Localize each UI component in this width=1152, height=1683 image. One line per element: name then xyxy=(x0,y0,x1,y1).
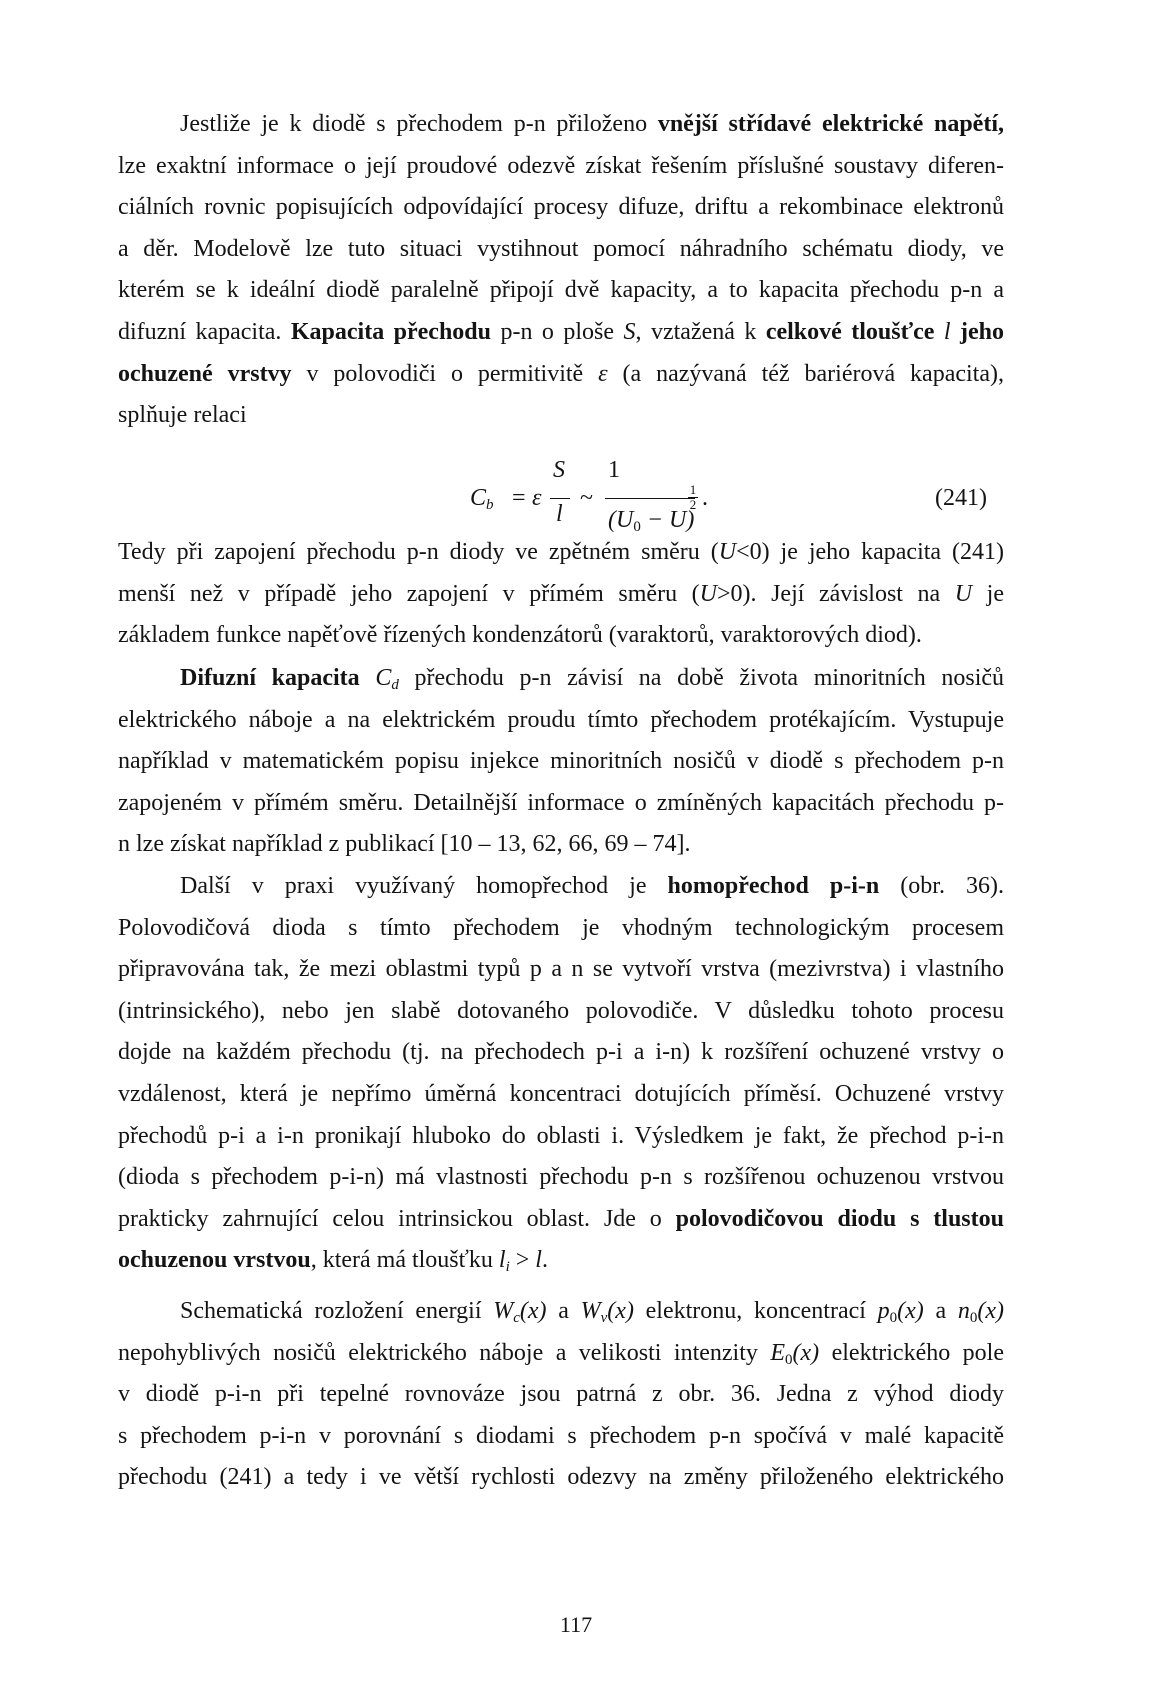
text-line: zapojeném v přímém směru. Detailnější informace o zmíněných kapacitách přechodu p- xyxy=(118,789,1004,816)
text-line: ciálních rovnic popisujících odpovídající procesy difuze, driftu a rekombinace elektronů xyxy=(118,194,1004,221)
paragraph-2 xyxy=(118,532,1004,657)
paragraph-4 xyxy=(118,866,1004,1282)
paragraph-5 xyxy=(118,1291,1004,1499)
equation-number: (241) xyxy=(935,485,987,511)
eq-denominator: $(U_0 - U)$ xyxy=(608,507,695,535)
text-line: n lze získat například z publikací [10 – 13, 62, 66, 69 – 74]. xyxy=(118,831,691,858)
paragraph-1 xyxy=(118,104,1004,437)
text-line: základem funkce napěťově řízených kondenzátorů (varaktorů, varaktorových diod). xyxy=(118,622,922,649)
eq-denominator-l: l xyxy=(556,501,563,527)
eq-epsilon: ε xyxy=(532,485,542,511)
text-line: (intrinsického), nebo jen slabě dotovaného polovodiče. V důsledku tohoto procesu xyxy=(118,997,1004,1024)
text-line: elektrického náboje a na elektrickém proudu tímto přechodem protékajícím. Vystupuje xyxy=(118,706,1004,733)
text-line: přechodu (241) a tedy i ve větší rychlosti odezvy na změny přiloženého elektrického xyxy=(118,1464,1004,1491)
text-line: nepohyblivých nosičů elektrického náboje a velikosti intenzity $E_0(x)$ elektrického pole xyxy=(118,1339,1004,1368)
eq-equals: = xyxy=(512,485,526,511)
text-line: například v matematickém popisu injekce minoritních nosičů v diodě s přechodem p-n xyxy=(118,748,1004,775)
fraction-bar xyxy=(550,498,570,499)
text-line: v diodě p-i-n při tepelné rovnováze jsou patrná z obr. 36. Jedna z výhod diody xyxy=(118,1381,1004,1408)
text-line: prakticky zahrnující celou intrinsickou oblast. Jde o polovodičovou diodu s tlustou xyxy=(118,1205,1004,1232)
text-line: Schematická rozložení energií $W_c(x)$ a $W_v(x)$ elektronu, koncentrací $p_0(x)$ a $n_0(x)$ xyxy=(180,1298,1004,1326)
text-line: difuzní kapacita. Kapacita přechodu p-n o ploše S, vztažená k celkové tloušťce l jeho xyxy=(118,318,1005,345)
page-number: 117 xyxy=(559,1612,593,1637)
text-line: kterém se k ideální diodě paralelně připojí dvě kapacity, a to kapacita přechodu p-n a xyxy=(118,277,1004,304)
text-line: vzdálenost, která je nepřímo úměrná koncentraci dotujících příměsí. Ochuzené vrstvy xyxy=(118,1080,1004,1107)
text-line: (dioda s přechodem p-i-n) má vlastnosti přechodu p-n s rozšířenou ochuzenou vrstvou xyxy=(118,1164,1004,1191)
text-line: s přechodem p-i-n v porovnání s diodami s přechodem p-n spočívá v malé kapacitě xyxy=(118,1422,1004,1449)
text-line: ochuzenou vrstvou, která má tloušťku $l_i > l$. xyxy=(118,1247,548,1276)
eq-tilde: ~ xyxy=(580,485,593,511)
text-line: ochuzené vrstvy v polovodiči o permitivitě ε (a nazývaná též bariérová kapacita), xyxy=(118,360,1004,387)
text-line: Další v praxi využívaný homopřechod je homopřechod p-i-n (obr. 36). xyxy=(180,873,1004,899)
text-line: splňuje relaci xyxy=(118,402,247,429)
eq-lhs: $C_b$ xyxy=(470,485,494,513)
text-line: Polovodičová dioda s tímto přechodem je vhodným technologickým procesem xyxy=(118,914,1004,941)
text-line: přechodů p-i a i-n pronikají hluboko do oblasti i. Výsledkem je fakt, že přechod p-i-n xyxy=(118,1122,1004,1149)
text-line: menší než v případě jeho zapojení v přímém směru (U>0). Její závislost na U je xyxy=(118,580,1004,607)
text-line: dojde na každém přechodu (tj. na přechodech p-i a i-n) k rozšíření ochuzené vrstvy o xyxy=(118,1039,1004,1066)
text-line: připravována tak, že mezi oblastmi typů p a n se vytvoří vrstva (mezivrstva) i vlastního xyxy=(118,956,1004,983)
text-line: lze exaktní informace o její proudové odezvě získat řešením příslušné soustavy diferen- xyxy=(118,152,1004,179)
eq-numerator-s: S xyxy=(553,457,565,483)
text-line: Difuzní kapacita $C_d$ přechodu p-n závisí na době života minoritních nosičů xyxy=(180,665,1005,693)
fraction-bar xyxy=(605,498,695,499)
text-line: Tedy při zapojení přechodu p-n diody ve zpětném směru (U<0) je jeho kapacita (241) xyxy=(118,539,1004,565)
eq-period: . xyxy=(702,485,708,511)
eq-numerator-one: 1 xyxy=(608,457,620,483)
paragraph-3 xyxy=(118,658,1004,866)
text-line: a děr. Modelově lze tuto situaci vystihnout pomocí náhradního schématu diody, ve xyxy=(118,235,1004,262)
text-line: Jestliže je k diodě s přechodem p-n přiloženo vnější střídavé elektrické napětí, xyxy=(180,111,1004,137)
eq-exponent: 1 2 xyxy=(689,482,697,512)
